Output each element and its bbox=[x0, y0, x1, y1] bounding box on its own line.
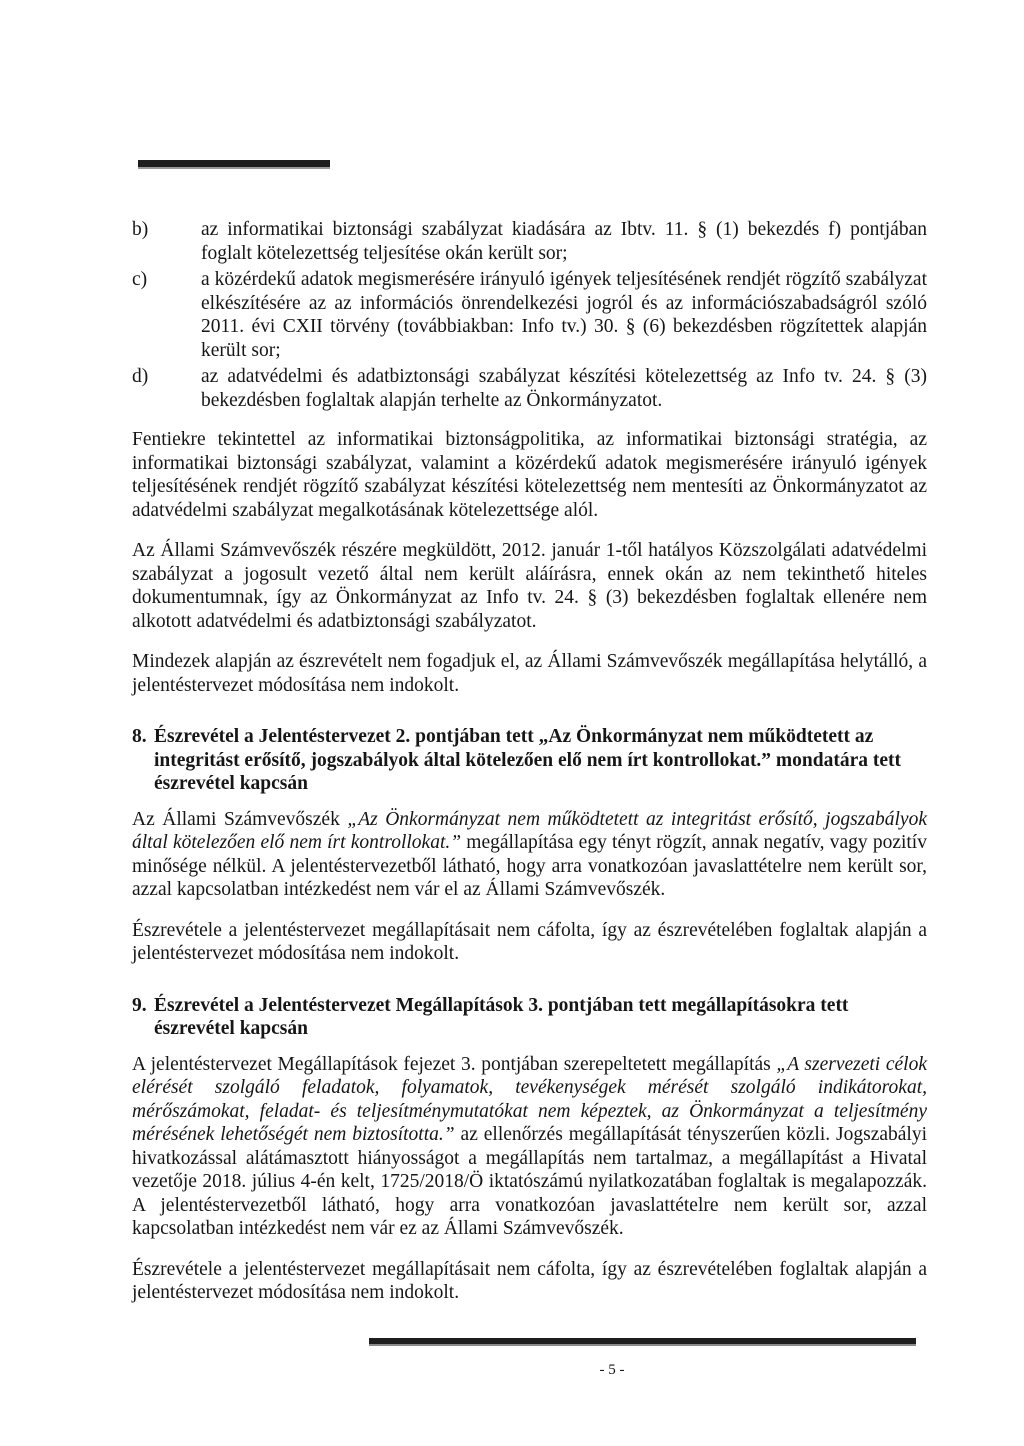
section-title: Észrevétel a Jelentéstervezet Megállapítások 3. pontjában tett megállapításokra tett észrevétel kapcsán bbox=[154, 994, 849, 1039]
paragraph-allami-szamvevoszek: Az Állami Számvevőszék részére megküldött, 2012. január 1-től hatályos Közszolgálati adatvédelmi szabályzat a jogosult vezető által nem került aláírásra, ennek okán az nem tekinthető hiteles dokumentumnak, így az Önkormányzat az Info tv. 24. § (3) bekezdésben foglaltak ellenére nem alkotott adatvédelmi és adatbiztonsági szabályzatot. bbox=[132, 540, 927, 632]
section-number: 8. bbox=[132, 726, 147, 747]
section-title: Észrevétel a Jelentéstervezet 2. pontjában tett „Az Önkormányzat nem működtetett az integritást erősítő, jogszabályok által kötelezően elő nem írt kontrollokat.” mondatára tett észrevétel kapcsán bbox=[154, 726, 902, 794]
text-run: Az Állami Számvevőszék bbox=[132, 808, 348, 830]
text-run: az ellenőrzés megállapítását tényszerűen közli. Jogszabályi hivatkozással alátámasztott hiányosságot a megállapítás nem tartalmaz, a megállapítást a Hivatal vezetője 2018. július 4-én kelt, 1725/2018/Ö iktatószámú nyilatkozatában foglaltak is megalapozzák. A jelentéstervezetből látható, hogy arra vonatkozóan javaslattételre nem került sor, azzal kapcsolatban intézkedést nem vár ez az Állami Számvevőszék. bbox=[132, 1124, 928, 1239]
document-body bbox=[132, 218, 927, 1322]
quoted-finding: „A szervezeti célok elérését szolgáló feladatok, folyamatok, tevékenységek mérését szolgáló indikátorokat, mérőszámokat, feladat- és teljesítménymutatókat nem képeztek, az Önkormányzat a teljesítmény mérésének lehetőségét nem biztosította.” bbox=[132, 1053, 927, 1145]
list-item-text: az adatvédelmi és adatbiztonsági szabályzat készítési kötelezettség az Info tv. 24. § (3) bekezdésben foglaltak alapján terhelte az Önkormányzatot. bbox=[201, 366, 927, 411]
list-item-text: a közérdekű adatok megismerésére irányuló igények teljesítésének rendjét rögzítő szabályzat elkészítésére az az információs önrendelkezési jogról és az információszabadságról szóló 2011. évi CXII törvény (továbbiakban: Info tv.) 30. § (6) bekezdésben rögzítettek alapján került sor; bbox=[201, 269, 927, 361]
section-8-paragraph-2: Észrevétele a jelentéstervezet megállapításait nem cáfolta, így az észrevételében foglaltak alapján a jelentéstervezet módosítása nem indokolt. bbox=[132, 919, 927, 964]
bottom-rule-shadow bbox=[369, 1344, 916, 1346]
list-marker: d) bbox=[132, 366, 149, 387]
section-9-paragraph-2: Észrevétele a jelentéstervezet megállapításait nem cáfolta, így az észrevételében foglaltak alapján a jelentéstervezet módosítása nem indokolt. bbox=[132, 1258, 927, 1303]
text-run: A jelentéstervezet Megállapítások fejezet 3. pontjában szerepeltetett megállapítás bbox=[132, 1053, 777, 1075]
paragraph-fentiekre: Fentiekre tekintettel az informatikai biztonságpolitika, az informatikai biztonsági stratégia, az informatikai biztonsági szabályzat, valamint a közérdekű adatok megismerésére irányuló igények teljesítésének rendjét rögzítő szabályzat készítési kötelezettség nem mentesíti az Önkormányzatot az adatvédelmi szabályzat megalkotásának kötelezettsége alól. bbox=[132, 429, 927, 521]
page-number: - 5 - bbox=[599, 1362, 625, 1378]
quoted-finding: „Az Önkormányzat nem működtetett az integritást erősítő, jogszabályok által kötelezően elő nem írt kontrollokat.” bbox=[132, 808, 927, 853]
top-rule bbox=[138, 160, 330, 167]
list-item-b bbox=[132, 218, 927, 265]
list-item-text: az informatikai biztonsági szabályzat kiadására az Ibtv. 11. § (1) bekezdés f) pontjában foglalt kötelezettség teljesítése okán került sor; bbox=[201, 219, 927, 264]
text-run: megállapítása egy tényt rögzít, annak negatív, vagy pozitív minősége nélkül. A jelentéstervezetből látható, hogy arra vonatkozóan javaslattételre nem került sor, azzal kapcsolatban intézkedést nem vár el az Állami Számvevőszék. bbox=[132, 832, 927, 900]
top-rule-shadow bbox=[138, 167, 330, 169]
section-9-paragraph-1 bbox=[132, 1053, 927, 1241]
list-marker: c) bbox=[132, 269, 148, 290]
list-item-d bbox=[132, 365, 927, 412]
section-9-heading bbox=[132, 994, 927, 1041]
section-8-paragraph-1 bbox=[132, 808, 927, 902]
list-marker: b) bbox=[132, 219, 149, 240]
section-number: 9. bbox=[132, 994, 147, 1016]
paragraph-mindezek: Mindezek alapján az észrevételt nem fogadjuk el, az Állami Számvevőszék megállapítása helytálló, a jelentéstervezet módosítása nem indokolt. bbox=[132, 651, 927, 696]
list-item-c bbox=[132, 268, 927, 362]
section-8-heading bbox=[132, 725, 927, 796]
